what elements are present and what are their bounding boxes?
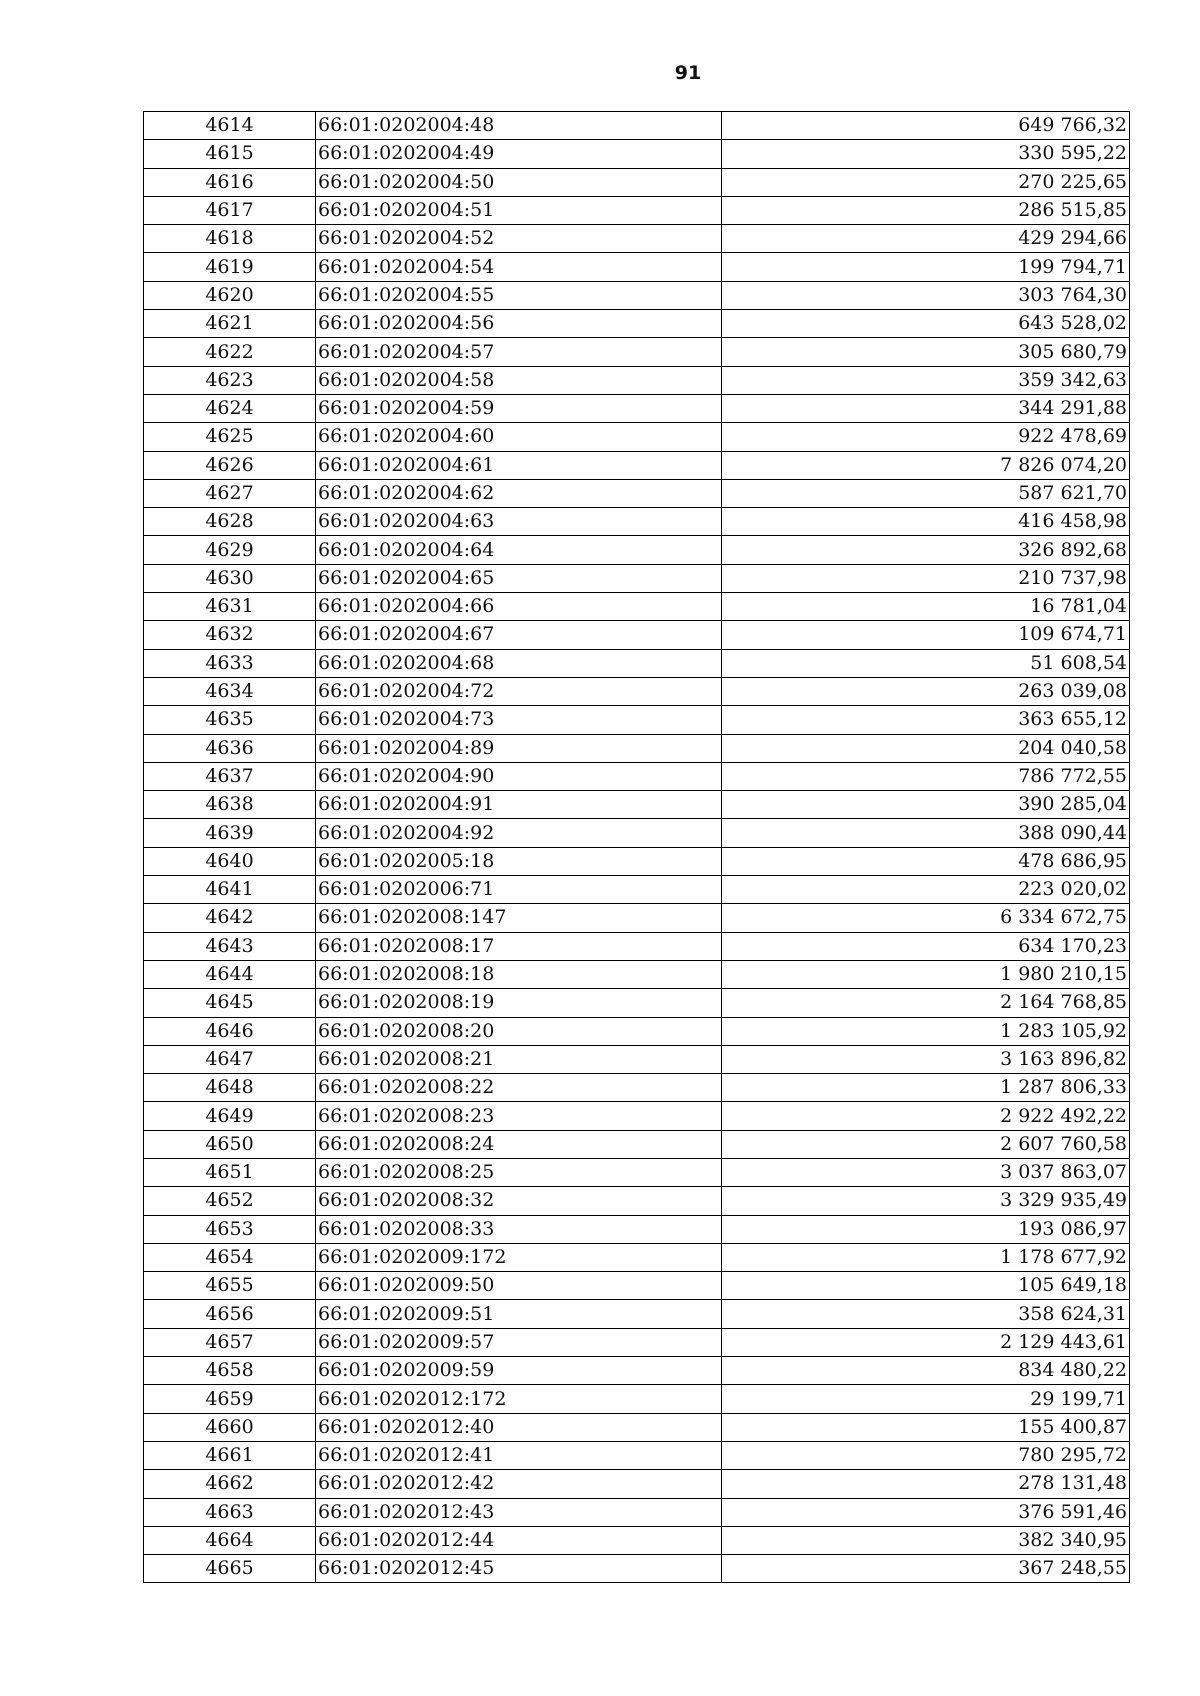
value-cell: 16 781,04 <box>722 593 1130 621</box>
row-number-cell: 4631 <box>144 593 316 621</box>
row-number-cell: 4661 <box>144 1441 316 1469</box>
row-number-cell: 4627 <box>144 479 316 507</box>
value-cell: 382 340,95 <box>722 1526 1130 1554</box>
table-row <box>144 1470 1130 1498</box>
cadastral-number-cell: 66:01:0202008:23 <box>316 1102 722 1130</box>
value-cell: 29 199,71 <box>722 1385 1130 1413</box>
row-number-cell: 4618 <box>144 225 316 253</box>
table-row <box>144 225 1130 253</box>
row-number-cell: 4639 <box>144 819 316 847</box>
cadastral-value-table <box>143 111 1130 1583</box>
cadastral-number-cell: 66:01:0202004:62 <box>316 479 722 507</box>
cadastral-number-cell: 66:01:0202008:20 <box>316 1017 722 1045</box>
table-row <box>144 876 1130 904</box>
table-row <box>144 762 1130 790</box>
value-cell: 330 595,22 <box>722 140 1130 168</box>
row-number-cell: 4640 <box>144 847 316 875</box>
row-number-cell: 4623 <box>144 366 316 394</box>
cadastral-number-cell: 66:01:0202008:25 <box>316 1158 722 1186</box>
row-number-cell: 4625 <box>144 423 316 451</box>
table-row <box>144 281 1130 309</box>
row-number-cell: 4643 <box>144 932 316 960</box>
value-cell: 270 225,65 <box>722 168 1130 196</box>
row-number-cell: 4624 <box>144 394 316 422</box>
table-row <box>144 621 1130 649</box>
row-number-cell: 4641 <box>144 876 316 904</box>
value-cell: 1 178 677,92 <box>722 1243 1130 1271</box>
value-cell: 780 295,72 <box>722 1441 1130 1469</box>
row-number-cell: 4630 <box>144 564 316 592</box>
row-number-cell: 4652 <box>144 1187 316 1215</box>
row-number-cell: 4619 <box>144 253 316 281</box>
cadastral-number-cell: 66:01:0202006:71 <box>316 876 722 904</box>
table-body <box>144 112 1130 1583</box>
cadastral-number-cell: 66:01:0202012:40 <box>316 1413 722 1441</box>
row-number-cell: 4659 <box>144 1385 316 1413</box>
table-row <box>144 394 1130 422</box>
row-number-cell: 4645 <box>144 989 316 1017</box>
table-row <box>144 508 1130 536</box>
table-row <box>144 1300 1130 1328</box>
value-cell: 3 037 863,07 <box>722 1158 1130 1186</box>
table-row <box>144 479 1130 507</box>
value-cell: 278 131,48 <box>722 1470 1130 1498</box>
cadastral-number-cell: 66:01:0202009:59 <box>316 1357 722 1385</box>
cadastral-number-cell: 66:01:0202008:33 <box>316 1215 722 1243</box>
table-row <box>144 960 1130 988</box>
row-number-cell: 4651 <box>144 1158 316 1186</box>
table-row <box>144 1158 1130 1186</box>
value-cell: 51 608,54 <box>722 649 1130 677</box>
value-cell: 376 591,46 <box>722 1498 1130 1526</box>
value-cell: 305 680,79 <box>722 338 1130 366</box>
row-number-cell: 4621 <box>144 310 316 338</box>
table-row <box>144 791 1130 819</box>
row-number-cell: 4622 <box>144 338 316 366</box>
cadastral-number-cell: 66:01:0202008:147 <box>316 904 722 932</box>
cadastral-number-cell: 66:01:0202009:57 <box>316 1328 722 1356</box>
cadastral-number-cell: 66:01:0202009:50 <box>316 1272 722 1300</box>
table-row <box>144 310 1130 338</box>
value-cell: 634 170,23 <box>722 932 1130 960</box>
value-cell: 367 248,55 <box>722 1555 1130 1583</box>
table-row <box>144 1215 1130 1243</box>
row-number-cell: 4657 <box>144 1328 316 1356</box>
value-cell: 786 772,55 <box>722 762 1130 790</box>
cadastral-number-cell: 66:01:0202004:67 <box>316 621 722 649</box>
value-cell: 6 334 672,75 <box>722 904 1130 932</box>
cadastral-number-cell: 66:01:0202004:91 <box>316 791 722 819</box>
cadastral-number-cell: 66:01:0202004:48 <box>316 112 722 140</box>
value-cell: 303 764,30 <box>722 281 1130 309</box>
cadastral-number-cell: 66:01:0202008:17 <box>316 932 722 960</box>
cadastral-number-cell: 66:01:0202004:72 <box>316 677 722 705</box>
cadastral-number-cell: 66:01:0202004:52 <box>316 225 722 253</box>
value-cell: 922 478,69 <box>722 423 1130 451</box>
table-row <box>144 932 1130 960</box>
table-row <box>144 1017 1130 1045</box>
table-row <box>144 253 1130 281</box>
row-number-cell: 4649 <box>144 1102 316 1130</box>
row-number-cell: 4626 <box>144 451 316 479</box>
value-cell: 155 400,87 <box>722 1413 1130 1441</box>
cadastral-number-cell: 66:01:0202008:24 <box>316 1130 722 1158</box>
row-number-cell: 4646 <box>144 1017 316 1045</box>
value-cell: 344 291,88 <box>722 394 1130 422</box>
value-cell: 388 090,44 <box>722 819 1130 847</box>
cadastral-number-cell: 66:01:0202004:54 <box>316 253 722 281</box>
row-number-cell: 4660 <box>144 1413 316 1441</box>
cadastral-number-cell: 66:01:0202004:49 <box>316 140 722 168</box>
row-number-cell: 4636 <box>144 734 316 762</box>
row-number-cell: 4650 <box>144 1130 316 1158</box>
value-cell: 193 086,97 <box>722 1215 1130 1243</box>
value-cell: 1 980 210,15 <box>722 960 1130 988</box>
value-cell: 109 674,71 <box>722 621 1130 649</box>
table-row <box>144 1413 1130 1441</box>
row-number-cell: 4656 <box>144 1300 316 1328</box>
value-cell: 359 342,63 <box>722 366 1130 394</box>
table-row <box>144 140 1130 168</box>
table-row <box>144 989 1130 1017</box>
table-row <box>144 366 1130 394</box>
value-cell: 429 294,66 <box>722 225 1130 253</box>
value-cell: 204 040,58 <box>722 734 1130 762</box>
value-cell: 326 892,68 <box>722 536 1130 564</box>
row-number-cell: 4638 <box>144 791 316 819</box>
cadastral-number-cell: 66:01:0202008:19 <box>316 989 722 1017</box>
cadastral-number-cell: 66:01:0202004:60 <box>316 423 722 451</box>
table-row <box>144 819 1130 847</box>
value-cell: 263 039,08 <box>722 677 1130 705</box>
table-row <box>144 1498 1130 1526</box>
table-row <box>144 1102 1130 1130</box>
value-cell: 390 285,04 <box>722 791 1130 819</box>
row-number-cell: 4629 <box>144 536 316 564</box>
table-row <box>144 1555 1130 1583</box>
value-cell: 416 458,98 <box>722 508 1130 536</box>
row-number-cell: 4615 <box>144 140 316 168</box>
table-row <box>144 734 1130 762</box>
table-row <box>144 1045 1130 1073</box>
cadastral-number-cell: 66:01:0202004:64 <box>316 536 722 564</box>
row-number-cell: 4655 <box>144 1272 316 1300</box>
cadastral-number-cell: 66:01:0202004:57 <box>316 338 722 366</box>
cadastral-number-cell: 66:01:0202008:21 <box>316 1045 722 1073</box>
cadastral-number-cell: 66:01:0202009:172 <box>316 1243 722 1271</box>
row-number-cell: 4653 <box>144 1215 316 1243</box>
row-number-cell: 4632 <box>144 621 316 649</box>
table-row <box>144 112 1130 140</box>
table-row <box>144 649 1130 677</box>
value-cell: 286 515,85 <box>722 196 1130 224</box>
table-row <box>144 1357 1130 1385</box>
row-number-cell: 4664 <box>144 1526 316 1554</box>
value-cell: 199 794,71 <box>722 253 1130 281</box>
row-number-cell: 4635 <box>144 706 316 734</box>
row-number-cell: 4663 <box>144 1498 316 1526</box>
cadastral-number-cell: 66:01:0202004:51 <box>316 196 722 224</box>
cadastral-number-cell: 66:01:0202004:58 <box>316 366 722 394</box>
cadastral-number-cell: 66:01:0202004:56 <box>316 310 722 338</box>
page-number: 91 <box>674 62 702 84</box>
value-cell: 210 737,98 <box>722 564 1130 592</box>
table-row <box>144 536 1130 564</box>
row-number-cell: 4644 <box>144 960 316 988</box>
row-number-cell: 4648 <box>144 1074 316 1102</box>
table-row <box>144 706 1130 734</box>
cadastral-number-cell: 66:01:0202012:45 <box>316 1555 722 1583</box>
row-number-cell: 4620 <box>144 281 316 309</box>
value-cell: 3 329 935,49 <box>722 1187 1130 1215</box>
table-row <box>144 1385 1130 1413</box>
table-row <box>144 1243 1130 1271</box>
cadastral-number-cell: 66:01:0202004:59 <box>316 394 722 422</box>
cadastral-number-cell: 66:01:0202008:18 <box>316 960 722 988</box>
value-cell: 363 655,12 <box>722 706 1130 734</box>
cadastral-number-cell: 66:01:0202004:65 <box>316 564 722 592</box>
table-row <box>144 1328 1130 1356</box>
table-row <box>144 1130 1130 1158</box>
table-row <box>144 564 1130 592</box>
row-number-cell: 4647 <box>144 1045 316 1073</box>
value-cell: 2 922 492,22 <box>722 1102 1130 1130</box>
value-cell: 7 826 074,20 <box>722 451 1130 479</box>
row-number-cell: 4617 <box>144 196 316 224</box>
row-number-cell: 4662 <box>144 1470 316 1498</box>
cadastral-number-cell: 66:01:0202004:66 <box>316 593 722 621</box>
row-number-cell: 4665 <box>144 1555 316 1583</box>
value-cell: 358 624,31 <box>722 1300 1130 1328</box>
value-cell: 649 766,32 <box>722 112 1130 140</box>
value-cell: 587 621,70 <box>722 479 1130 507</box>
value-cell: 643 528,02 <box>722 310 1130 338</box>
table-row <box>144 1526 1130 1554</box>
table-row <box>144 593 1130 621</box>
value-cell: 1 287 806,33 <box>722 1074 1130 1102</box>
cadastral-number-cell: 66:01:0202008:32 <box>316 1187 722 1215</box>
value-cell: 478 686,95 <box>722 847 1130 875</box>
cadastral-number-cell: 66:01:0202004:90 <box>316 762 722 790</box>
row-number-cell: 4658 <box>144 1357 316 1385</box>
cadastral-number-cell: 66:01:0202008:22 <box>316 1074 722 1102</box>
row-number-cell: 4616 <box>144 168 316 196</box>
cadastral-number-cell: 66:01:0202004:68 <box>316 649 722 677</box>
cadastral-number-cell: 66:01:0202012:44 <box>316 1526 722 1554</box>
table-row <box>144 1187 1130 1215</box>
table-row <box>144 423 1130 451</box>
row-number-cell: 4634 <box>144 677 316 705</box>
row-number-cell: 4633 <box>144 649 316 677</box>
value-cell: 105 649,18 <box>722 1272 1130 1300</box>
value-cell: 2 129 443,61 <box>722 1328 1130 1356</box>
table-row <box>144 677 1130 705</box>
row-number-cell: 4614 <box>144 112 316 140</box>
table-row <box>144 338 1130 366</box>
table-row <box>144 904 1130 932</box>
row-number-cell: 4654 <box>144 1243 316 1271</box>
row-number-cell: 4628 <box>144 508 316 536</box>
table-row <box>144 847 1130 875</box>
table-row <box>144 1272 1130 1300</box>
cadastral-number-cell: 66:01:0202012:172 <box>316 1385 722 1413</box>
row-number-cell: 4637 <box>144 762 316 790</box>
cadastral-number-cell: 66:01:0202004:50 <box>316 168 722 196</box>
cadastral-number-cell: 66:01:0202005:18 <box>316 847 722 875</box>
table-row <box>144 1074 1130 1102</box>
value-cell: 223 020,02 <box>722 876 1130 904</box>
cadastral-number-cell: 66:01:0202012:42 <box>316 1470 722 1498</box>
value-cell: 3 163 896,82 <box>722 1045 1130 1073</box>
cadastral-number-cell: 66:01:0202004:73 <box>316 706 722 734</box>
cadastral-number-cell: 66:01:0202004:89 <box>316 734 722 762</box>
cadastral-number-cell: 66:01:0202012:43 <box>316 1498 722 1526</box>
table-row <box>144 1441 1130 1469</box>
value-cell: 2 607 760,58 <box>722 1130 1130 1158</box>
table-row <box>144 196 1130 224</box>
value-cell: 1 283 105,92 <box>722 1017 1130 1045</box>
table-row <box>144 168 1130 196</box>
table-row <box>144 451 1130 479</box>
cadastral-number-cell: 66:01:0202004:55 <box>316 281 722 309</box>
value-cell: 834 480,22 <box>722 1357 1130 1385</box>
cadastral-number-cell: 66:01:0202004:61 <box>316 451 722 479</box>
cadastral-number-cell: 66:01:0202009:51 <box>316 1300 722 1328</box>
value-cell: 2 164 768,85 <box>722 989 1130 1017</box>
cadastral-number-cell: 66:01:0202004:92 <box>316 819 722 847</box>
cadastral-number-cell: 66:01:0202004:63 <box>316 508 722 536</box>
row-number-cell: 4642 <box>144 904 316 932</box>
cadastral-number-cell: 66:01:0202012:41 <box>316 1441 722 1469</box>
